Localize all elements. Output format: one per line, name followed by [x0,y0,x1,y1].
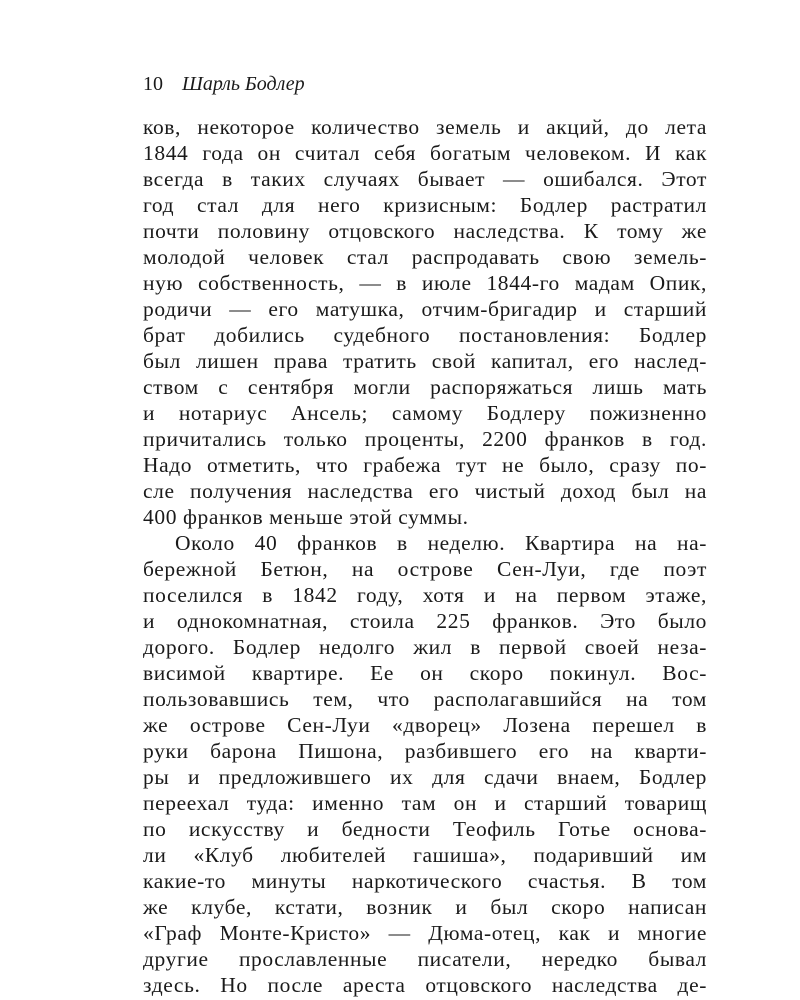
text-line: брат добились судебного постановления: Бодлер [143,323,707,347]
page-body [143,114,707,998]
text-line: какие-то минуты наркотического счастья. В том [143,869,707,893]
text-line: висимой квартире. Ее он скоро покинул. Вос- [143,661,707,685]
text-line: всегда в таких случаях бывает — ошибался. Этот [143,167,707,191]
text-line: ством с сентября могли распоряжаться лишь мать [143,375,707,399]
text-line: 1844 года он считал себя богатым человеком. И как [143,141,707,165]
text-line: дорого. Бодлер недолго жил в первой своей неза- [143,635,707,659]
text-line: пользовавшись тем, что располагавшийся на том [143,687,707,711]
text-line: же клубе, кстати, возник и был скоро написан [143,895,707,919]
paragraph [143,530,707,998]
text-line: был лишен права тратить свой капитал, его наслед- [143,349,707,373]
text-line: Около 40 франков в неделю. Квартира на на- [175,531,707,555]
text-line: руки барона Пишона, разбившего его на кварти- [143,739,707,763]
running-header [143,73,305,96]
text-line: почти половину отцовского наследства. К тому же [143,219,707,243]
text-line: «Граф Монте-Кристо» — Дюма-отец, как и многие [143,921,707,945]
text-line: ков, некоторое количество земель и акций, до лета [143,115,707,139]
text-line: здесь. Но после ареста отцовского наследства де- [143,973,707,997]
text-line: ры и предложившего их для сдачи внаем, Бодлер [143,765,707,789]
text-line: 400 франков меньше этой суммы. [143,505,469,529]
text-line: же острове Сен-Луи «дворец» Лозена перешел в [143,713,707,737]
text-line: ную собственность, — в июле 1844-го мадам Опик, [143,271,707,295]
text-line: год стал для него кризисным: Бодлер растратил [143,193,707,217]
text-line: бережной Бетюн, на острове Сен-Луи, где поэт [143,557,707,581]
text-line: родичи — его матушка, отчим-бригадир и старший [143,297,707,321]
text-line: другие прославленные писатели, нередко бывал [143,947,707,971]
running-title: Шарль Бодлер [182,73,305,95]
text-line: и однокомнатная, стоила 225 франков. Это было [143,609,707,633]
text-line: причитались только проценты, 2200 франков в год. [143,427,707,451]
text-line: переехал туда: именно там он и старший товарищ [143,791,707,815]
page-number: 10 [143,73,163,95]
text-line: сле получения наследства его чистый доход был на [143,479,707,503]
text-line: по искусству и бедности Теофиль Готье основа- [143,817,707,841]
text-line: и нотариус Ансель; самому Бодлеру пожизненно [143,401,707,425]
text-line: ли «Клуб любителей гашиша», подаривший им [143,843,707,867]
paragraph [143,114,707,530]
text-line: поселился в 1842 году, хотя и на первом этаже, [143,583,707,607]
text-line: молодой человек стал распродавать свою земель- [143,245,707,269]
text-line: Надо отметить, что грабежа тут не было, сразу по- [143,453,707,477]
